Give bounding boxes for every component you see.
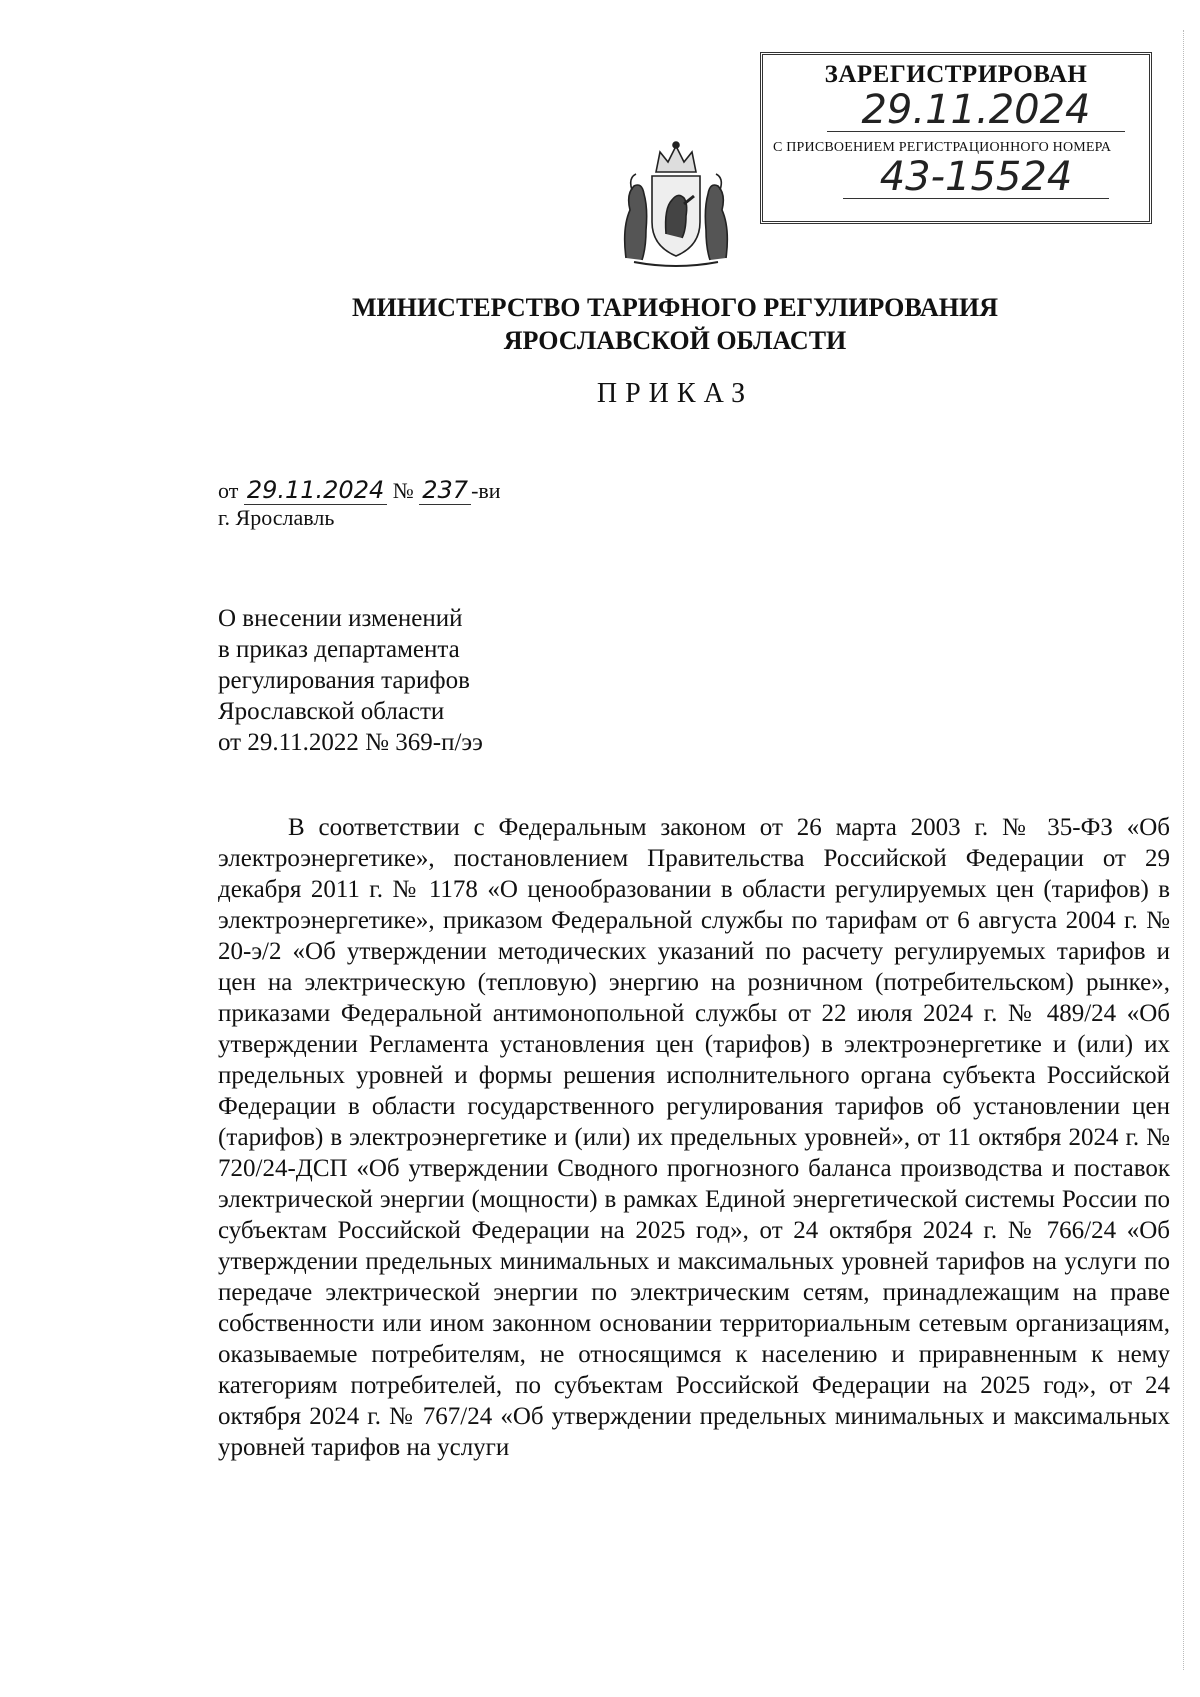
- stamp-date: 29.11.2024: [827, 89, 1125, 132]
- registration-stamp: [760, 52, 1152, 224]
- ministry-name-line-2: ЯРОСЛАВСКОЙ ОБЛАСТИ: [503, 326, 847, 355]
- ministry-name-line-1: МИНИСТЕРСТВО ТАРИФНОГО РЕГУЛИРОВАНИЯ: [351, 293, 999, 322]
- coat-of-arms-icon: [612, 138, 740, 270]
- document-type-title: ПРИКАЗ: [596, 378, 754, 409]
- stamp-registration-number: 43-15524: [843, 156, 1109, 199]
- order-subject: [218, 603, 538, 758]
- subject-line: регулирования тарифов: [218, 667, 470, 694]
- order-date: 29.11.2024: [244, 476, 387, 505]
- subject-line: от 29.11.2022 № 369-п/ээ: [218, 729, 483, 756]
- subject-line: О внесении изменений: [218, 605, 463, 632]
- subject-line: Ярославской области: [218, 698, 445, 725]
- stamp-caption: С ПРИСВОЕНИЕМ РЕГИСТРАЦИОННОГО НОМЕРА: [773, 140, 1112, 155]
- ministry-header: [200, 291, 1150, 357]
- order-number-suffix: -ви: [471, 478, 501, 503]
- city: г. Ярославль: [218, 505, 335, 530]
- order-number: 237: [419, 476, 471, 505]
- order-date-number: [218, 476, 501, 505]
- stamp-title: ЗАРЕГИСТРИРОВАН: [824, 61, 1088, 88]
- order-body-paragraph: В соответствии с Федеральным законом от 26 марта 2003 г. № 35-ФЗ «Об электроэнергетике», постановлением Правительства Российской Федерации от 29 декабря 2011 г. № 1178 «О ценообразовании в области регулируемых цен (тарифов) в электроэнергетике», приказом Федеральной службы по тарифам от 6 августа 2004 г. № 20-э/2 «Об утверждении методических указаний по расчету регулируемых тарифов и цен на электрическую (тепловую) энергию на розничном (потребительском) рынке», приказами Федеральной антимонопольной службы от 22 июля 2024 г. № 489/24 «Об утверждении Регламента установления цен (тарифов) в электроэнергетике и (или) их предельных уровней и формы решения исполнительного органа субъекта Российской Федерации в области государственного регулирования тарифов об установлении цен (тарифов) в электроэнергетике и (или) их предельных уровней», от 11 октября 2024 г. № 720/24-ДСП «Об утверждении Сводного прогнозного баланса производства и поставок электрической энергии (мощности) в рамках Единой энергетической системы России по субъектам Российской Федерации на 2025 год», от 24 октября 2024 г. № 766/24 «Об утверждении предельных минимальных и максимальных уровней тарифов на услуги по передаче электрической энергии по электрическим сетям, принадлежащим на праве собственности или ином законном основании территориальным сетевым организациям, оказываемые потребителям, не относящимся к населению и приравненным к нему категориям потребителей, по субъектам Российской Федерации на 2025 год», от 24 октября 2024 г. № 767/24 «Об утверждении предельных минимальных и максимальных уровней тарифов на услуги: [218, 814, 1170, 1461]
- from-label: от: [218, 478, 239, 503]
- page-fold-line: [1183, 30, 1184, 1670]
- number-label: №: [392, 478, 414, 503]
- subject-line: в приказ департамента: [218, 636, 460, 663]
